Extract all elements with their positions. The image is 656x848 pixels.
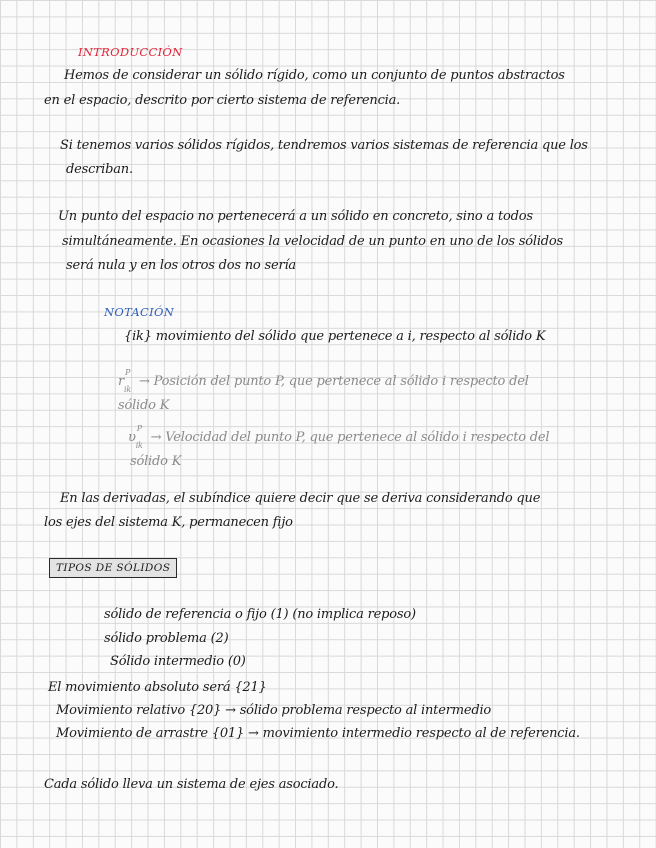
paragraph-2-line-2: describan. — [66, 162, 133, 177]
velocity-subscript: ik — [135, 440, 143, 450]
notation-item-2-line-2: sólido K — [118, 398, 170, 413]
notation-item-2-line-1 — [118, 368, 529, 395]
notation-item-3-line-1 — [128, 424, 550, 451]
motion-drag: Movimiento de arrastre {01} → movimiento intermedio respecto al de referencia. — [56, 726, 580, 741]
motion-relative: Movimiento relativo {20} → sólido problema respecto al intermedio — [56, 703, 492, 718]
paragraph-3-line-2: simultáneamente. En ocasiones la velocidad de un punto en uno de los sólidos — [62, 234, 564, 249]
paragraph-4-line-2: los ejes del sistema K, permanecen fijo — [44, 515, 293, 530]
paragraph-1-line-2: en el espacio, descrito por cierto sistema de referencia. — [44, 93, 401, 108]
paragraph-4-line-1: En las derivadas, el subíndice quiere decir que se deriva considerando que — [60, 491, 541, 506]
position-symbol: r — [118, 374, 125, 389]
position-superscript: P — [125, 368, 131, 377]
notation-item-3-line-2: sólido K — [130, 454, 182, 469]
types-heading: TIPOS DE SÓLIDOS — [49, 558, 177, 578]
paragraph-2-line-1: Si tenemos varios sólidos rígidos, tendremos varios sistemas de referencia que los — [60, 138, 588, 153]
paragraph-3-line-3: será nula y en los otros dos no sería — [66, 258, 296, 273]
closing-line: Cada sólido lleva un sistema de ejes asociado. — [44, 777, 339, 792]
type-item-2: sólido problema (2) — [104, 631, 229, 646]
intro-heading: INTRODUCCIÓN — [78, 45, 183, 59]
type-item-3: Sólido intermedio (0) — [110, 654, 246, 669]
velocity-superscript: P — [136, 424, 142, 433]
position-subscript: ik — [124, 384, 132, 394]
motion-absolute: El movimiento absoluto será {21} — [48, 680, 267, 695]
notation-item-1: {ik} movimiento del sólido que pertenece a i, respecto al sólido K — [124, 329, 546, 344]
position-description: → Posición del punto P, que pertenece al sólido i respecto del — [138, 374, 529, 389]
paragraph-1-line-1: Hemos de considerar un sólido rígido, como un conjunto de puntos abstractos — [64, 68, 565, 83]
velocity-description: → Velocidad del punto P, que pertenece al sólido i respecto del — [150, 430, 550, 445]
velocity-symbol: υ — [128, 430, 136, 445]
notation-heading: NOTACIÓN — [104, 305, 175, 319]
type-item-1: sólido de referencia o fijo (1) (no implica reposo) — [104, 607, 416, 622]
paragraph-3-line-1: Un punto del espacio no pertenecerá a un sólido en concreto, sino a todos — [58, 209, 533, 224]
